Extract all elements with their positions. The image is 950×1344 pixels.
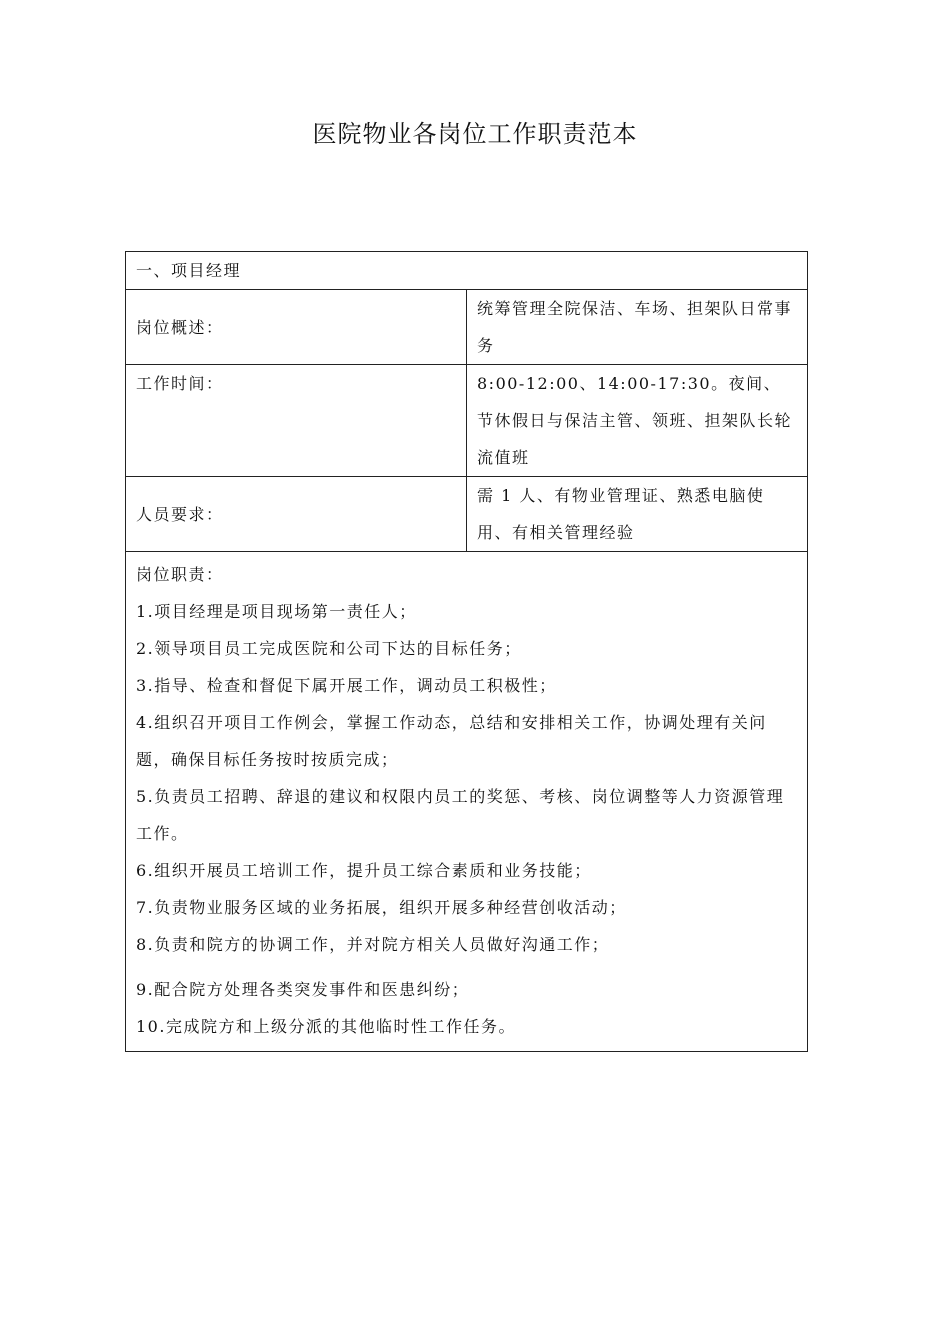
list-item: 2.领导项目员工完成医院和公司下达的目标任务；	[136, 639, 522, 658]
document-title: 医院物业各岗位工作职责范本	[312, 120, 638, 148]
list-item: 7.负责物业服务区域的业务拓展，组织开展多种经营创收活动；	[136, 898, 627, 917]
list-item: 5.负责员工招聘、辞退的建议和权限内员工的奖惩、考核、岗位调整等人力资源管理工作。	[136, 787, 785, 843]
list-item: 3.指导、检查和督促下属开展工作，调动员工积极性；	[136, 676, 557, 695]
row-value-overview: 统筹管理全院保洁、车场、担架队日常事务	[467, 290, 808, 365]
duties-row	[126, 552, 808, 1052]
row-value-hours: 8:00-12:00、14:00-17:30。夜间、节休假日与保洁主管、领班、担架队长轮流值班	[467, 365, 808, 477]
section-heading: 一、项目经理	[126, 252, 808, 290]
table-row	[126, 365, 808, 477]
table-row	[126, 290, 808, 365]
row-label-overview: 岗位概述：	[126, 290, 467, 365]
list-item: 6.组织开展员工培训工作，提升员工综合素质和业务技能；	[136, 861, 592, 880]
job-duty-table	[125, 251, 808, 1052]
row-label-requirements: 人员要求：	[126, 477, 467, 552]
list-item: 4.组织召开项目工作例会，掌握工作动态，总结和安排相关工作，协调处理有关问题，确保目标任务按时按质完成；	[136, 713, 767, 769]
duties-heading: 岗位职责：	[136, 565, 224, 584]
duties-cell	[126, 552, 808, 1052]
list-item: 8.负责和院方的协调工作，并对院方相关人员做好沟通工作；	[136, 935, 610, 954]
table-row	[126, 477, 808, 552]
section-heading-row	[126, 252, 808, 290]
list-item: 9.配合院方处理各类突发事件和医患纠纷；	[136, 980, 470, 999]
list-item: 1.项目经理是项目现场第一责任人；	[136, 602, 417, 621]
list-item: 10.完成院方和上级分派的其他临时性工作任务。	[136, 1017, 516, 1036]
row-label-hours: 工作时间：	[126, 365, 467, 477]
row-value-requirements: 需 1 人、有物业管理证、熟悉电脑使用、有相关管理经验	[467, 477, 808, 552]
